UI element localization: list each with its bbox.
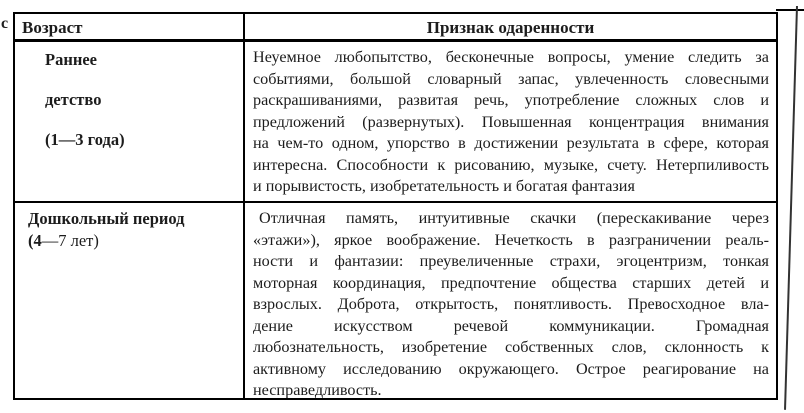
age-line: Раннее (45, 50, 97, 69)
text-line: ности и фантазии: преувеличенные страхи, эгоцентризм, тонкая (253, 252, 769, 270)
text-line: несправедливость. (253, 381, 382, 398)
text-line: взрослых. Доброта, открытость, понятливость. Превосходное вла- (253, 295, 769, 313)
header-cell-age (15, 14, 245, 42)
text-line: раскрашиваниями, развитая речь, употребление сложных слов и (253, 91, 769, 109)
header-cell-sign (245, 14, 776, 42)
text-line: интересна. Способности к рисованию, музыке, счету. Нетерпиливость (253, 155, 769, 174)
text-line: дение искусством речевой коммуникации. Громадная (253, 316, 769, 335)
age-line: (1—3 года) (45, 130, 125, 149)
age-subtitle-regular-part: —7 лет) (41, 231, 99, 250)
clipped-edge-text-fragment: с (1, 15, 9, 32)
sign-cell-early-childhood (245, 42, 776, 203)
text-line: событиями, большой словарный запас, увлеченность словесными (253, 69, 769, 88)
text-line: моторная координация, предпочтение общества старших детей и (253, 273, 769, 292)
text-line: активному исследованию окружающего. Острое реагирование на (253, 359, 769, 378)
age-line: детство (45, 90, 102, 109)
giftedness-table (13, 12, 778, 400)
text-line: на чем-то одном, упорство в достижении результата в сфере, которая (253, 134, 769, 152)
table-border-extension-artifact (776, 9, 804, 11)
age-subtitle-bold-part: (4 (28, 231, 42, 250)
age-subtitle (28, 230, 237, 252)
age-column-header: Возраст (22, 18, 83, 37)
text-line: Отличная память, интуитивные скачки (перескакивание через (259, 209, 769, 227)
text-line: «этажи»), яркое воображение. Нечеткость в разграничении реаль- (253, 230, 769, 249)
age-title: Дошкольный период (28, 209, 185, 228)
sign-column-header: Признак одаренности (426, 18, 595, 37)
text-line: и порывистость, изобретательность и богатая фантазия (253, 177, 635, 195)
age-cell-early-childhood (15, 42, 245, 203)
text-line: Неуемное любопытство, бесконечные вопросы, умение следить за (253, 48, 769, 66)
text-line: предложений (развернутых). Повышенная концентрация внимания (253, 112, 769, 131)
page-edge-line-artifact (784, 6, 798, 410)
text-line: любознательность, изобретение собственных слов, склонность к (253, 338, 769, 356)
sign-cell-preschool (245, 203, 776, 398)
age-cell-preschool (15, 203, 245, 398)
